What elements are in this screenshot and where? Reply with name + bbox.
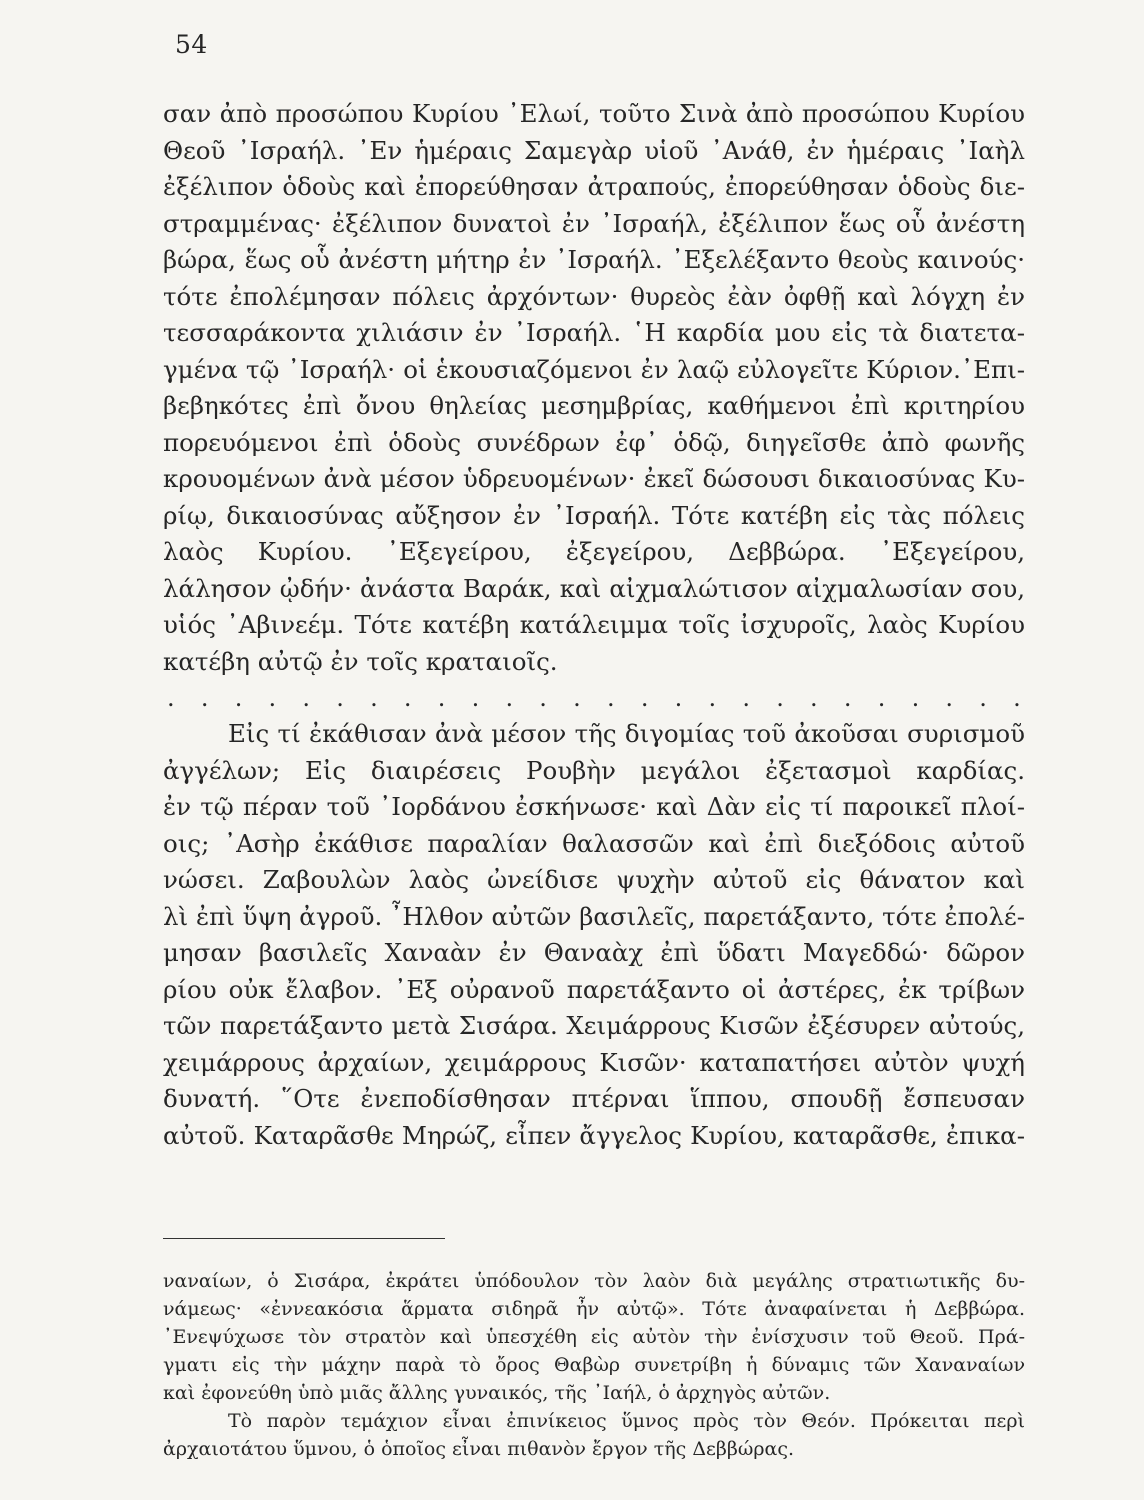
ellipsis-dot: .: [911, 684, 920, 712]
ellipsis-dot: .: [843, 684, 852, 712]
text-line: Θεοῦ ᾿Ισραήλ. ᾿Εν ἡμέραις Σαμεγὰρ υἱοῦ ᾿Ανάθ, ἐν ἡμέραις ᾿Ιαὴλ: [163, 135, 1025, 165]
text-line: οις; ᾿Ασὴρ ἐκάθισε παραλίαν θαλασσῶν καὶ ἐπὶ διεξόδοις αὐτοῦ: [163, 828, 1025, 858]
footnote-line: γματι εἰς τὴν μάχην παρὰ τὸ ὄρος Θαβὼρ συνετρίβη ἡ δύναμις τῶν Χαναναίων: [163, 1354, 1025, 1376]
ellipsis-dot: .: [505, 684, 514, 712]
ellipsis-dot: .: [945, 684, 954, 712]
text-line: τῶν παρετάξαντο μετὰ Σισάρα. Χειμάρρους Κισῶν ἐξέσυρεν αὐτούς,: [163, 1011, 1025, 1040]
text-line: Εἰς τί ἐκάθισαν ἀνὰ μέσον τῆς διγομίας τοῦ ἀκοῦσαι συρισμοῦ: [228, 719, 1025, 748]
ellipsis-dot: .: [573, 684, 581, 712]
ellipsis-dot: .: [606, 684, 615, 712]
text-line: νώσει. Ζαβουλὼν λαὸς ὠνείδισε ψυχὴν αὐτοῦ εἰς θάνατον καὶ: [163, 865, 1025, 894]
text-line: λὶ ἐπὶ ὕψη ἀγροῦ. ῏Ηλθον αὐτῶν βασιλεῖς, παρετάξαντο, τότε ἐπολέ-: [163, 901, 1025, 931]
text-line: ἐν τῷ πέραν τοῦ ᾿Ιορδάνου ἐσκήνωσε· καὶ Δὰν εἰς τί παροικεῖ πλοί-: [163, 792, 1025, 821]
ellipsis-dot: .: [167, 684, 175, 712]
ellipsis-dot: .: [437, 684, 446, 712]
text-line: βώρα, ἕως οὗ ἀνέστη μήτηρ ἐν ᾿Ισραήλ. ᾿Εξελέξαντο θεοὺς καινούς·: [163, 245, 1025, 274]
text-line: σαν ἀπὸ προσώπου Κυρίου ᾿Ελωί, τοῦτο Σινὰ ἀπὸ προσώπου Κυρίου: [163, 99, 1025, 128]
text-line: λαὸς Κυρίου. ᾿Εξεγείρου, ἐξεγείρου, Δεββώρα. ᾿Εξεγείρου,: [163, 537, 1025, 566]
text-line: στραμμένας· ἐξέλιπον δυνατοὶ ἐν ᾿Ισραήλ, ἐξέλιπον ἕως οὗ ἀνέστη: [163, 208, 1025, 238]
text-line: ρίου οὐκ ἔλαβον. ᾿Εξ οὐρανοῦ παρετάξαντο οἱ ἀστέρες, ἐκ τρίβων: [163, 974, 1025, 1004]
footnote-line: ᾿Ενεψύχωσε τὸν στρατὸν καὶ ὑπεσχέθη εἰς αὐτὸν τὴν ἐνίσχυσιν τοῦ Θεοῦ. Πρά-: [163, 1326, 1025, 1348]
ellipsis-dot: .: [200, 684, 209, 712]
text-line: μησαν βασιλεῖς Χαναὰν ἐν Θαναὰχ ἐπὶ ὕδατι Μαγεδδώ· δῶρον: [163, 938, 1025, 967]
ellipsis-dot: .: [810, 684, 818, 712]
ellipsis-separator: [163, 680, 1025, 716]
text-line: πορευόμενοι ἐπὶ ὁδοὺς συνέδρων ἐφ᾿ ὁδῷ, διηγεῖσθε ἀπὸ φωνῆς: [163, 427, 1025, 457]
text-line: ἐξέλιπον ὁδοὺς καὶ ἐπορεύθησαν ἀτραπούς, ἐπορεύθησαν ὁδοὺς διε-: [163, 172, 1025, 201]
text-line: ρίῳ, δικαιοσύνας αὔξησον ἐν ᾿Ισραήλ. Τότε κατέβη εἰς τὰς πόλεις: [163, 500, 1025, 530]
text-line: λάλησον ᾠδήν· ἀνάστα Βαράκ, καὶ αἰχμαλώτισον αἰχμαλωσίαν σου,: [163, 573, 1025, 603]
text-line: αὐτοῦ. Καταρᾶσθε Μηρώζ, εἶπεν ἄγγελος Κυρίου, καταρᾶσθε, ἐπικα-: [163, 1120, 1025, 1150]
ellipsis-dot: .: [979, 684, 987, 712]
ellipsis-dot: .: [776, 684, 784, 712]
footnotes: [163, 1267, 1025, 1463]
ellipsis-dot: .: [539, 684, 547, 712]
text-line: δυνατή. ῞Οτε ἐνεποδίσθησαν πτέρναι ἵππου, σπουδῇ ἔσπευσαν: [163, 1084, 1025, 1113]
ellipsis-dot: .: [674, 684, 683, 712]
ellipsis-dot: .: [708, 684, 717, 712]
text-line: κατέβη αὐτῷ ἐν τοῖς κραταιοῖς.: [163, 646, 558, 676]
footnote-line: καὶ ἐφονεύθη ὑπὸ μιᾶς ἄλλης γυναικός, τῆς ᾿Ιαήλ, ὁ ἀρχηγὸς αὐτῶν.: [163, 1382, 831, 1404]
text-line: ἀγγέλων; Εἰς διαιρέσεις Ρουβὴν μεγάλοι ἐξετασμοὶ καρδίας.: [163, 755, 1025, 785]
footnote-rule: [163, 1238, 445, 1239]
text-line: τότε ἐπολέμησαν πόλεις ἀρχόντων· θυρεὸς ἐὰν ὀφθῇ καὶ λόγχη ἐν: [163, 281, 1025, 311]
text-line: κρουομένων ἀνὰ μέσον ὑδρευομένων· ἐκεῖ δώσουσι δικαιοσύνας Κυ-: [163, 464, 1025, 493]
ellipsis-dot: .: [877, 684, 886, 712]
ellipsis-dot: .: [1013, 684, 1021, 712]
text-line: βεβηκότες ἐπὶ ὄνου θηλείας μεσημβρίας, καθήμενοι ἐπὶ κριτηρίου: [163, 391, 1025, 420]
ellipsis-dot: .: [742, 684, 750, 712]
ellipsis-dot: .: [336, 684, 344, 712]
ellipsis-dot: .: [471, 684, 480, 712]
footnote-line: ναναίων, ὁ Σισάρα, ἐκράτει ὑπόδουλον τὸν λαὸν διὰ μεγάλης στρατιωτικῆς δυ-: [163, 1270, 1025, 1292]
ellipsis-dot: .: [302, 684, 311, 712]
ellipsis-dot: .: [370, 684, 378, 712]
ellipsis-dot: .: [403, 684, 412, 712]
text-line: γμένα τῷ ᾿Ισραήλ· οἱ ἑκουσιαζόμενοι ἐν λαῷ εὐλογεῖτε Κύριον.᾿Επι-: [163, 354, 1025, 384]
footnote-line: Τὸ παρὸν τεμάχιον εἶναι ἐπινίκειος ὕμνος πρὸς τὸν Θεόν. Πρόκειται περὶ: [228, 1410, 1025, 1432]
text-line: τεσσαράκοντα χιλιάσιν ἐν ᾿Ισραήλ. ῾Η καρδία μου εἰς τὰ διατετα-: [163, 318, 1025, 347]
page-number: 54: [175, 30, 208, 59]
text-line: υἱός ᾿Αβινεέμ. Τότε κατέβη κατάλειμμα τοῖς ἰσχυροῖς, λαὸς Κυρίου: [163, 610, 1025, 639]
main-text: [163, 96, 1025, 1154]
footnote-line: νάμεως· «ἐννεακόσια ἅρματα σιδηρᾶ ἦν αὐτῷ». Τότε ἀναφαίνεται ἡ Δεββώρα.: [163, 1298, 1025, 1320]
ellipsis-dot: .: [640, 684, 649, 712]
ellipsis-dot: .: [268, 684, 277, 712]
ellipsis-dot: .: [234, 684, 243, 712]
footnote-line: ἀρχαιοτάτου ὕμνου, ὁ ὁποῖος εἶναι πιθανὸν ἔργον τῆς Δεββώρας.: [163, 1438, 795, 1460]
text-line: χειμάρρους ἀρχαίων, χειμάρρους Κισῶν· καταπατήσει αὐτὸν ψυχή: [163, 1047, 1025, 1077]
